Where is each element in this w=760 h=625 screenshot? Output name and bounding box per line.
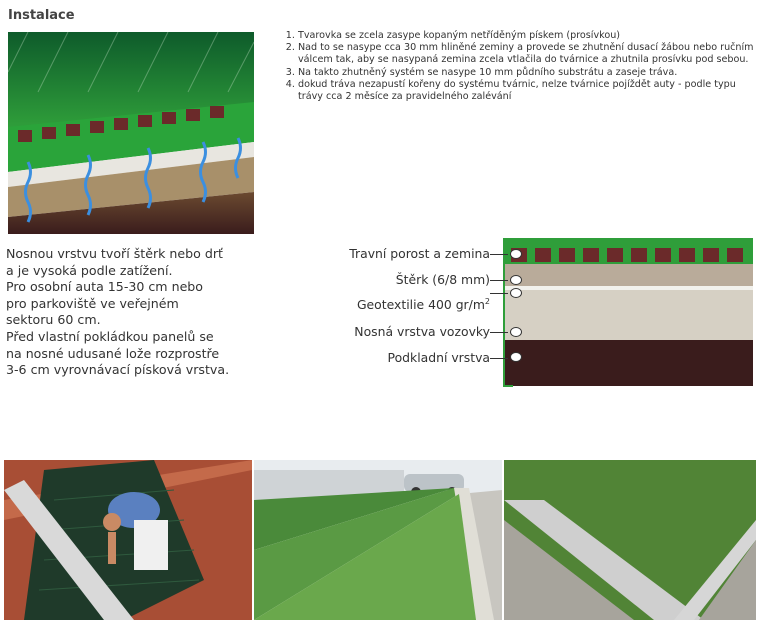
label-geotextile: Geotextilie 400 $gr/m^2$: [356, 297, 490, 313]
photo-installation-worker: [4, 460, 252, 620]
list-item: 1. Tvarovka se zcela zasype kopaným netříděným pískem (prosívkou): [298, 30, 758, 42]
paragraph-line: Před vlastní pokládkou panelů se: [6, 328, 214, 344]
marker-dot: [510, 275, 522, 285]
description-paragraph: [6, 246, 256, 379]
marker-dot: [510, 288, 522, 298]
label-grass: Travní porost a zemina: [349, 246, 490, 261]
marker-dot: [510, 352, 522, 362]
leader-line: [490, 254, 508, 255]
paragraph-line: 3-6 cm vyrovnávací písková vrstva.: [6, 362, 230, 378]
label-base: Nosná vrstva vozovky: [354, 324, 490, 339]
photo-parking-lawn: [254, 460, 502, 620]
paragraph-line: sektoru 60 cm.: [6, 312, 101, 328]
layer-bracket: [503, 242, 513, 387]
marker-dot: [510, 249, 522, 259]
marker-dot: [510, 327, 522, 337]
page-title: Instalace: [8, 8, 75, 23]
paragraph-line: pro parkoviště ve veřejném: [6, 295, 179, 311]
label-subbase: Podkladní vrstva: [387, 350, 490, 365]
list-item: 2. Nad to se nasype cca 30 mm hliněné zeminy a provede se zhutnění dusací žábou nebo ručním válcem tak, aby se nasypaná zemina zcela vtlačila do tvárnice a zhutnila prosívku pod sebou.: [298, 42, 758, 66]
leader-line: [490, 280, 508, 281]
paragraph-line: Nosnou vrstvu tvoří štěrk nebo drť: [6, 246, 223, 261]
installation-steps: [282, 30, 758, 103]
photo-grass-pavers: [504, 460, 756, 620]
list-item: 4. dokud tráva nezapustí kořeny do systému tvárnic, nelze tvárnice pojíždět auty - podle typu trávy cca 2 měsíce za pravidelného zalévání: [298, 79, 758, 103]
leader-line: [490, 358, 508, 359]
leader-line: [490, 293, 508, 294]
paragraph-line: Pro osobní auta 15-30 cm nebo: [6, 279, 204, 295]
layer-cross-section: [503, 238, 753, 386]
list-item: 3. Na takto zhutněný systém se nasype 10 mm půdního substrátu a zaseje tráva.: [298, 67, 758, 79]
label-gravel: Štěrk (6/8 mm): [395, 272, 490, 287]
paragraph-line: a je vysoká podle zatížení.: [6, 262, 173, 278]
leader-line: [490, 332, 508, 333]
installation-illustration: [8, 32, 254, 234]
paragraph-line: na nosné udusané lože rozprostře: [6, 345, 220, 361]
